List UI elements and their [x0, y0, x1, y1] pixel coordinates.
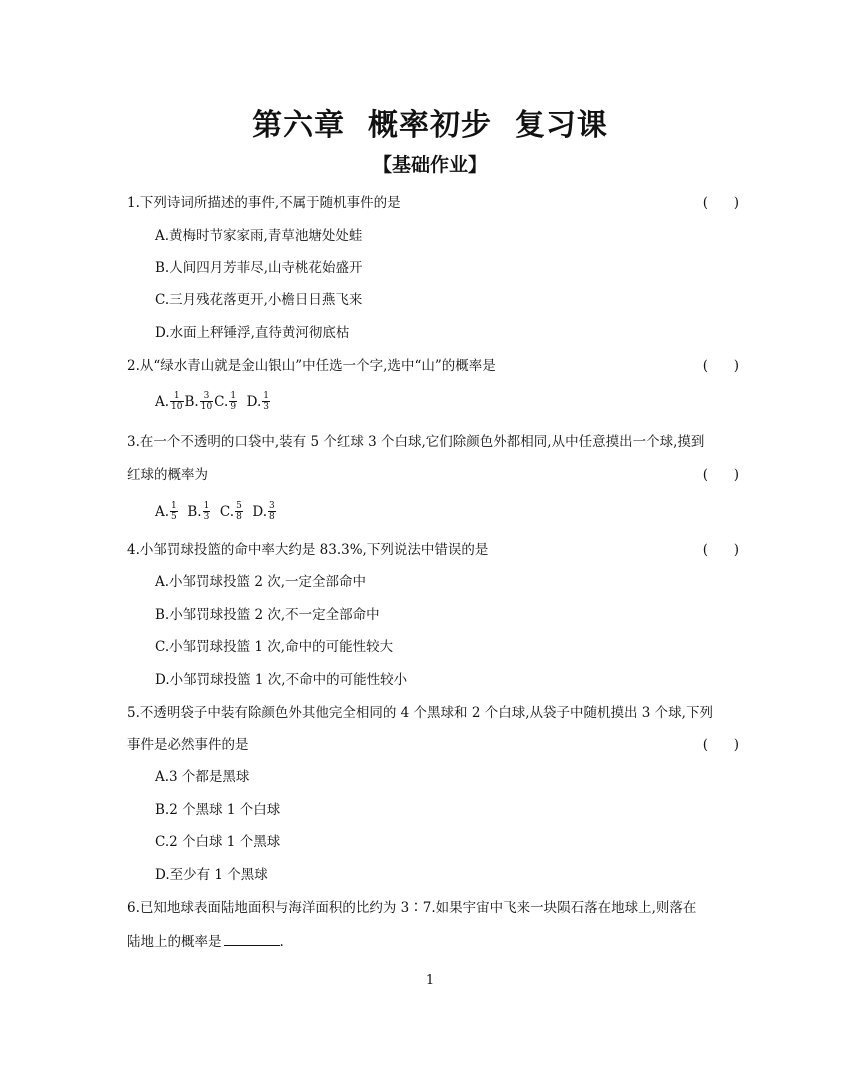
option-label: A. [155, 504, 170, 520]
page-number: 1 [425, 973, 435, 988]
question-text: 陆地上的概率是 [127, 934, 222, 950]
question-5-option-b: B.2 个黑球 1 个白球 [155, 802, 281, 818]
question-text: 4.小邹罚球投篮的命中率大约是 83.3%,下列说法中错误的是 [127, 542, 489, 558]
fraction: $\frac{1}{10}$ [171, 391, 183, 412]
question-text: 红球的概率为 [127, 467, 208, 483]
option-label: B. [187, 504, 202, 520]
question-4-stem [127, 540, 739, 560]
sentence-end: . [279, 934, 284, 950]
fraction: $\frac{1}{3}$ [203, 501, 210, 522]
fraction: $\frac{5}{8}$ [236, 501, 242, 522]
answer-blank[interactable] [224, 931, 280, 946]
question-6-stem-line-2 [127, 931, 739, 952]
option-label: A. [155, 394, 170, 410]
answer-parentheses: ( ) [702, 195, 739, 211]
answer-parentheses: ( ) [702, 542, 739, 558]
question-1-option-a: A.黄梅时节家家雨,青草池塘处处蛙 [155, 228, 363, 244]
option-label: D. [252, 504, 268, 520]
option-label: B. [184, 394, 199, 410]
option-label: C. [219, 504, 235, 520]
question-4-option-b: B.小邹罚球投篮 2 次,不一定全部命中 [155, 607, 380, 623]
option-label: D. [246, 394, 262, 410]
question-5-option-d: D.至少有 1 个黑球 [155, 867, 268, 883]
question-5-option-a: A.3 个都是黑球 [155, 769, 250, 785]
fraction: $\frac{1}{9}$ [230, 391, 237, 412]
question-1-option-d: D.水面上秤锤浮,直待黄河彻底枯 [155, 325, 350, 341]
page-title: 第六章 概率初步 复习课 [252, 108, 608, 143]
option-label: C. [214, 394, 229, 410]
question-3-stem-line-2 [127, 465, 739, 485]
question-text: 1.下列诗词所描述的事件,不属于随机事件的是 [127, 195, 401, 211]
answer-parentheses: ( ) [702, 737, 739, 753]
question-3-options [155, 502, 767, 523]
question-4-option-c: C.小邹罚球投篮 1 次,命中的可能性较大 [155, 639, 394, 655]
fraction: $\frac{1}{3}$ [263, 391, 270, 412]
fraction: $\frac{3}{10}$ [200, 391, 213, 412]
question-6-stem-line-1: 6.已知地球表面陆地面积与海洋面积的比约为 3∶7.如果宇宙中飞来一块陨石落在地球上,则落在 [127, 900, 697, 916]
fraction: $\frac{1}{5}$ [171, 501, 177, 522]
question-4-option-a: A.小邹罚球投篮 2 次,一定全部命中 [155, 574, 367, 590]
question-5-option-c: C.2 个白球 1 个黑球 [155, 834, 281, 850]
answer-parentheses: ( ) [702, 467, 739, 483]
question-5-stem-line-2 [127, 735, 739, 755]
question-2-stem [127, 356, 739, 376]
question-1-option-c: C.三月残花落更开,小檐日日燕飞来 [155, 292, 363, 308]
question-text: 2.从“绿水青山就是金山银山”中任选一个字,选中“山”的概率是 [127, 358, 496, 374]
question-1-option-b: B.人间四月芳菲尽,山寺桃花始盛开 [155, 260, 363, 276]
fraction: $\frac{3}{8}$ [269, 501, 275, 522]
answer-parentheses: ( ) [702, 358, 739, 374]
question-5-stem-line-1: 5.不透明袋子中装有除颜色外其他完全相同的 4 个黑球和 2 个白球,从袋子中随机摸出 3 个球,下列 [127, 705, 713, 721]
question-4-option-d: D.小邹罚球投篮 1 次,不命中的可能性较小 [155, 672, 408, 688]
question-3-stem-line-1: 3.在一个不透明的口袋中,装有 5 个红球 3 个白球,它们除颜色外都相同,从中任意摸出一个球,摸到 [127, 434, 705, 450]
question-text: 事件是必然事件的是 [127, 737, 249, 753]
question-2-options [155, 392, 767, 413]
section-title: 【基础作业】 [372, 154, 487, 176]
question-1-stem [127, 193, 739, 213]
